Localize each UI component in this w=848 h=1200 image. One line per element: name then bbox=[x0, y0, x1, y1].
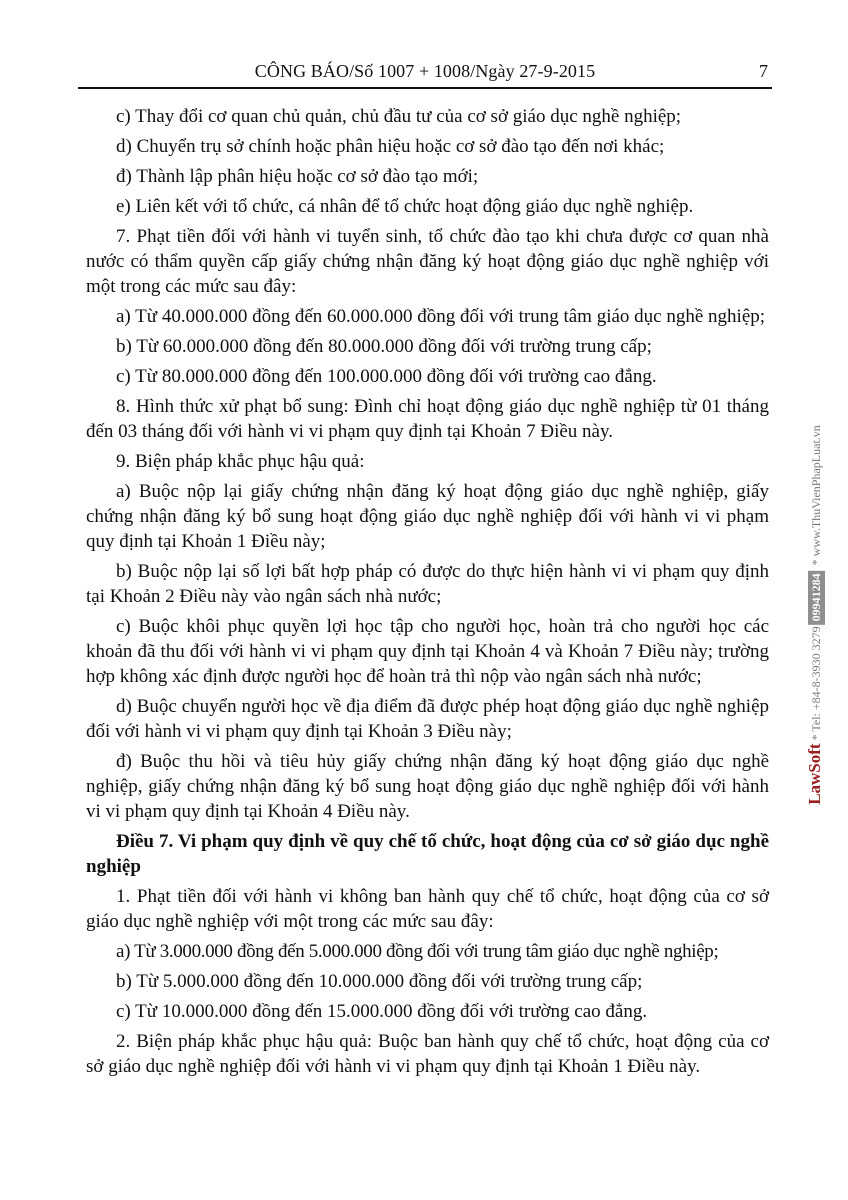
watermark-text bbox=[805, 425, 825, 805]
article-heading: Điều 7. Vi phạm quy định về quy chế tổ chức, hoạt động của cơ sở giáo dục nghề nghiệp bbox=[86, 831, 769, 877]
gazette-title: CÔNG BÁO/Số 1007 + 1008/Ngày 27-9-2015 bbox=[254, 61, 596, 81]
paragraph: d) Buộc chuyển người học về địa điểm đã được phép hoạt động giáo dục nghề nghiệp đối với hành vi vi phạm quy định tại Khoản 3 Điều này; bbox=[86, 696, 769, 742]
paragraph: b) Từ 5.000.000 đồng đến 10.000.000 đồng đối với trường trung cấp; bbox=[116, 971, 643, 992]
paragraph: d) Chuyển trụ sở chính hoặc phân hiệu hoặc cơ sở đào tạo đến nơi khác; bbox=[116, 136, 665, 157]
paragraph: 2. Biện pháp khắc phục hậu quả: Buộc ban hành quy chế tổ chức, hoạt động của cơ sở giáo dục nghề nghiệp đối với hành vi vi phạm quy định tại Khoản 1 Điều này. bbox=[86, 1031, 769, 1077]
paragraph: 9. Biện pháp khắc phục hậu quả: bbox=[116, 451, 365, 472]
watermark-tel: Tel: +84-8-3930 3279 bbox=[809, 626, 823, 732]
paragraph: a) Buộc nộp lại giấy chứng nhận đăng ký hoạt động giáo dục nghề nghiệp, giấy chứng nhận đăng ký bổ sung hoạt động giáo dục nghề nghiệp đối với hành vi vi phạm quy định tại Khoản 1 Điều này; bbox=[86, 481, 769, 552]
paragraph: 1. Phạt tiền đối với hành vi không ban hành quy chế tổ chức, hoạt động của cơ sở giáo dục nghề nghiệp với một trong các mức sau đây: bbox=[86, 886, 769, 932]
paragraph: a) Từ 3.000.000 đồng đến 5.000.000 đồng đối với trung tâm giáo dục nghề nghiệp; bbox=[116, 941, 719, 962]
paragraph: c) Buộc khôi phục quyền lợi học tập cho người học, hoàn trả cho người học các khoản đã thu đối với hành vi vi phạm quy định tại Khoản 4 và Khoản 7 Điều này; trường hợp không xác định được người học để hoàn trả thì nộp vào ngân sách nhà nước; bbox=[86, 616, 769, 687]
paragraph: 7. Phạt tiền đối với hành vi tuyển sinh, tổ chức đào tạo khi chưa được cơ quan nhà nước có thẩm quyền cấp giấy chứng nhận đăng ký hoạt động giáo dục nghề nghiệp với một trong các mức sau đây: bbox=[86, 226, 769, 297]
paragraph: 8. Hình thức xử phạt bổ sung: Đình chỉ hoạt động giáo dục nghề nghiệp từ 01 tháng đến 03 tháng đối với hành vi vi phạm quy định tại Khoản 7 Điều này. bbox=[86, 396, 769, 442]
paragraph: c) Từ 10.000.000 đồng đến 15.000.000 đồng đối với trường cao đẳng. bbox=[116, 1001, 648, 1022]
watermark-site: * www.ThuVienPhapLuat.vn bbox=[809, 425, 823, 569]
paragraph: e) Liên kết với tổ chức, cá nhân để tổ chức hoạt động giáo dục nghề nghiệp. bbox=[116, 196, 694, 217]
paragraph: đ) Buộc thu hồi và tiêu hủy giấy chứng nhận đăng ký hoạt động giáo dục nghề nghiệp, giấy chứng nhận đăng ký bổ sung hoạt động giáo dục nghề nghiệp đối với hành vi vi phạm quy định tại Khoản 4 Điều này. bbox=[86, 751, 769, 822]
watermark-brand: LawSoft bbox=[805, 743, 824, 805]
document-body bbox=[86, 104, 769, 1084]
paragraph: c) Thay đổi cơ quan chủ quản, chủ đầu tư của cơ sở giáo dục nghề nghiệp; bbox=[116, 106, 682, 127]
page-number: 7 bbox=[759, 61, 768, 81]
watermark-separator: * bbox=[809, 731, 823, 744]
page-header bbox=[78, 59, 772, 89]
paragraph: c) Từ 80.000.000 đồng đến 100.000.000 đồng đối với trường cao đẳng. bbox=[116, 366, 657, 387]
paragraph: đ) Thành lập phân hiệu hoặc cơ sở đào tạo mới; bbox=[116, 166, 479, 187]
paragraph: b) Buộc nộp lại số lợi bất hợp pháp có được do thực hiện hành vi vi phạm quy định tại Khoản 2 Điều này vào ngân sách nhà nước; bbox=[86, 561, 769, 607]
watermark-code: 09941284 bbox=[808, 570, 825, 624]
paragraph: a) Từ 40.000.000 đồng đến 60.000.000 đồng đối với trung tâm giáo dục nghề nghiệp; bbox=[116, 306, 766, 327]
side-watermark bbox=[790, 390, 840, 840]
paragraph: b) Từ 60.000.000 đồng đến 80.000.000 đồng đối với trường trung cấp; bbox=[116, 336, 652, 357]
